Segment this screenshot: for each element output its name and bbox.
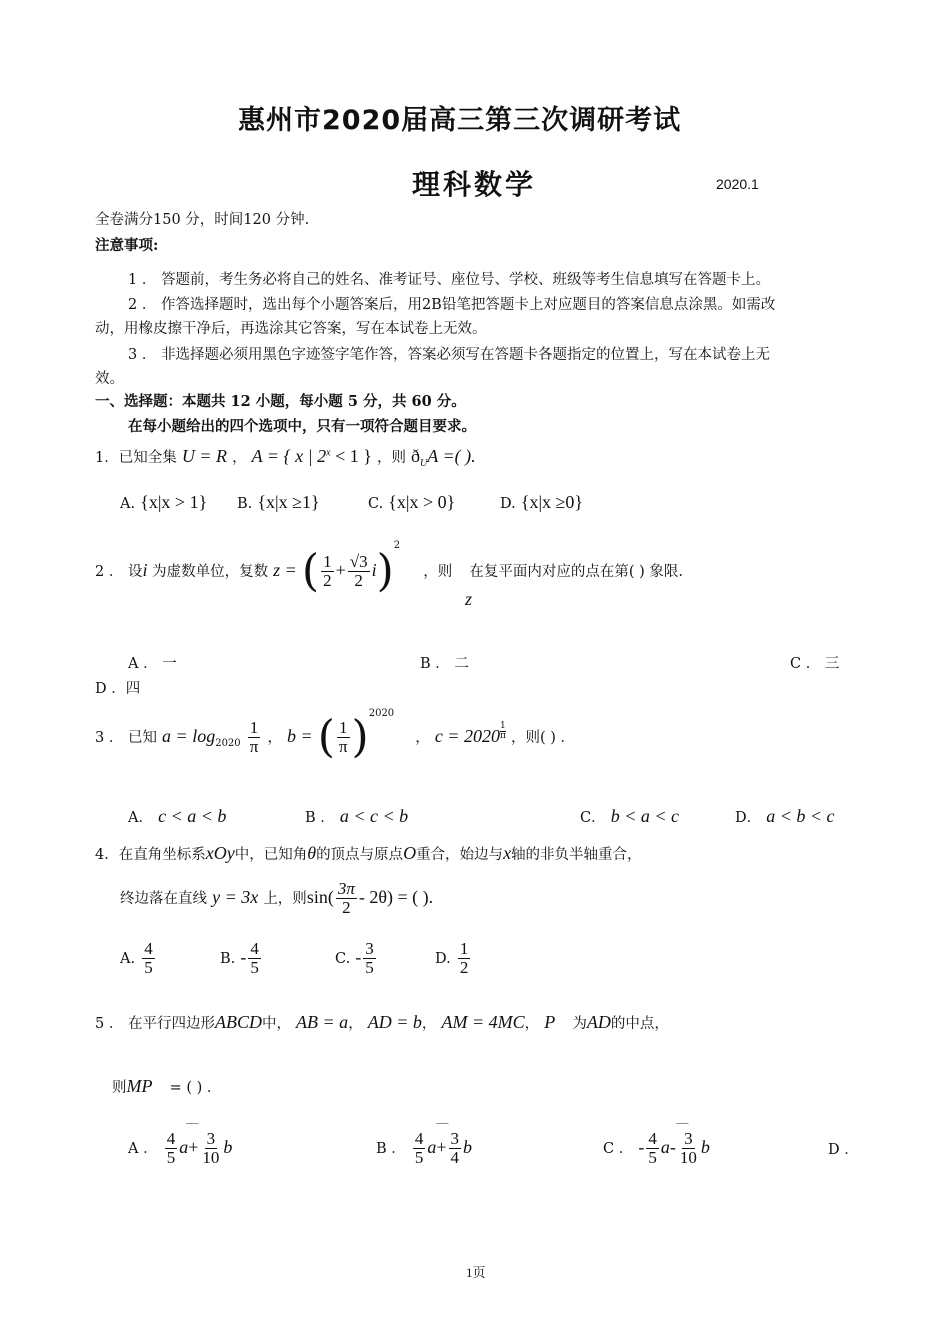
q5-opt-c-frac2: $\frac{3}{10}$ <box>679 1129 697 1167</box>
q4-line1-b: 中，已知角 <box>234 847 308 863</box>
q5-ad2: AD <box>586 1012 611 1032</box>
q2-prefix: 2 ． 设 <box>95 564 143 580</box>
q1-complement: ð <box>411 446 421 466</box>
q5-prefix: 5 ． 在平行四边形 <box>95 1016 215 1032</box>
q3-frac-b: $\frac{1}{\pi}$ <box>338 718 348 756</box>
q3-opt-d-label: D． <box>735 810 762 826</box>
q2-i2: i <box>371 560 377 580</box>
q1-option-b <box>237 492 320 513</box>
q3-sep2: ， <box>415 730 430 746</box>
note-1: 1 ． 答题前，考生务必将自己的姓名、准考证号、座位号、学校、班级等考生信息填写在答题卡上。 <box>128 272 770 288</box>
q5-opt-c-v2: b <box>700 1136 710 1157</box>
question-4 <box>95 843 642 864</box>
q3-option-d <box>735 806 835 827</box>
q1-universe: U = R <box>181 446 227 466</box>
q4-x: x <box>503 843 512 863</box>
question-2 <box>95 540 683 597</box>
q2-opt-c: C ． 三 <box>790 656 840 672</box>
q1-set-a: A = { x | 2 <box>251 446 327 466</box>
q1-then: ，则 <box>376 450 406 466</box>
question-3 <box>95 708 576 763</box>
q1-opt-d: {x|x ≥0} <box>520 492 584 512</box>
q5-opt-d-label: D ． <box>828 1142 859 1158</box>
q5-mid2: 为 <box>572 1016 587 1032</box>
q2-z: z <box>465 589 473 609</box>
q4-sin-a: sin( <box>306 886 334 907</box>
q1-option-c <box>368 492 455 513</box>
q4-theta: θ <box>307 843 317 863</box>
q4-opt-d-label: D. <box>435 950 451 967</box>
q4-line1-a: 4．在直角坐标系 <box>95 847 206 863</box>
q2-power: 2 <box>393 540 401 551</box>
exam-date: 2020.1 <box>716 176 759 192</box>
q3-opt-c-label: C． <box>580 810 606 826</box>
q5-option-c <box>603 1130 710 1167</box>
q5-opt-b-op: + <box>436 1136 447 1157</box>
question-5 <box>95 1012 669 1033</box>
q5-opt-b-frac1: $\frac{4}{5}$ <box>414 1129 424 1167</box>
q5-mp-end: = ( ) ． <box>169 1080 222 1096</box>
q1-opt-a: {x|x > 1} <box>140 492 208 512</box>
note-3a: 3 ． 非选择题必须用黑色字迹签字笔作答，答案必须写在答题卡各题指定的位置上，写在本试卷上无 <box>128 347 770 363</box>
q1-sep: ， <box>232 450 247 466</box>
q4-line-eq: y = 3x <box>212 886 259 907</box>
q5-opt-a-op: + <box>188 1136 199 1157</box>
q1-set-a-end: < 1 } <box>330 446 372 466</box>
q2-suffix: 在复平面内对应的点在第( ) 象限. <box>469 564 683 580</box>
q4-opt-c-frac: $\frac{3}{5}$ <box>365 939 374 977</box>
q4-line2-a: 终边落在直线 <box>120 890 207 907</box>
q5-sep1: ， <box>348 1016 363 1032</box>
q5-ad: AD = b <box>367 1012 422 1032</box>
q1-opt-b-label: B. <box>237 496 253 512</box>
q2-plus: + <box>335 560 346 580</box>
q3-b-eq: b = <box>287 726 313 746</box>
q4-line1-c: 的顶点与原点 <box>316 847 404 863</box>
q3-c-exp: $\frac{1}{\pi}$ <box>500 721 506 741</box>
q4-option-a <box>120 940 157 977</box>
q5-ab: AB = a <box>296 1012 349 1032</box>
q3-a-eq: a = log <box>162 726 216 746</box>
q4-line2-b: 上，则 <box>263 890 307 907</box>
q5-opt-a-frac2: $\frac{3}{10}$ <box>202 1129 220 1167</box>
question-5-line2 <box>112 1076 221 1097</box>
q4-opt-d-frac: $\frac{1}{2}$ <box>459 939 469 977</box>
q2-opt-d: D ．四 <box>95 681 141 697</box>
q5-opt-c-op: - <box>669 1136 676 1157</box>
q4-opt-c-label: C. <box>335 950 351 967</box>
q4-xoy: xOy <box>205 843 235 863</box>
q1-comp-sub: U <box>420 458 428 470</box>
vector-arrow-icon: ‾‾‾ <box>676 1122 687 1135</box>
q5-opt-c-sign: - <box>638 1136 645 1157</box>
q1-opt-d-label: D. <box>500 496 516 512</box>
q3-base: 2020 <box>215 738 241 750</box>
q5-option-b <box>376 1130 472 1167</box>
note-2a: 2 ． 作答选择题时，选出每个小题答案后，用2B铅笔把答题卡上对应题目的答案信息点涂黑。如需改 <box>128 297 776 313</box>
q5-opt-b-frac2: $\frac{3}{4}$ <box>450 1129 460 1167</box>
q1-prefix: 1．已知全集 <box>95 450 177 466</box>
note-3b: 效。 <box>95 371 124 387</box>
q2-opt-b: B ． 二 <box>420 656 469 672</box>
q3-c-eq: c = 2020 <box>434 726 500 746</box>
q5-option-a <box>128 1130 232 1167</box>
q3-opt-b-label: B ． <box>305 810 335 826</box>
q4-opt-b-label: B. <box>220 950 236 967</box>
q5-mid1: 中， <box>261 1016 291 1032</box>
q2-z-eq: z = <box>273 560 297 580</box>
q1-comp-end: A =( ). <box>427 446 476 466</box>
q3-paren-close: ) <box>351 711 369 763</box>
q5-opt-c-frac1: $\frac{4}{5}$ <box>648 1129 657 1167</box>
q5-opt-b-label: B ． <box>376 1140 406 1157</box>
section-heading: 一、选择题：本题共 12 小题，每小题 5 分，共 60 分。 <box>95 393 466 410</box>
q2-paren-close: ) <box>376 545 394 597</box>
q5-sep2: ， <box>421 1016 437 1032</box>
q4-sin-b: - 2θ) = ( ). <box>358 886 434 907</box>
q3-sep1: ， <box>267 730 282 746</box>
q3-option-c <box>580 806 679 827</box>
q4-option-b <box>220 940 263 977</box>
q4-opt-a-frac: $\frac{4}{5}$ <box>144 939 153 977</box>
q2-then: ，则 <box>423 564 453 580</box>
q5-opt-b-v2: b <box>463 1136 473 1157</box>
q3-opt-a: c < a < b <box>158 806 227 826</box>
q5-opt-b-v1: a <box>427 1136 437 1157</box>
q3-option-b <box>305 806 408 827</box>
q4-line1-e: 轴的非负半轴重合， <box>511 847 642 863</box>
q5-opt-a-label: A ． <box>128 1140 158 1157</box>
q5-mp: MP <box>126 1076 153 1096</box>
q3-opt-c: b < a < c <box>610 806 679 826</box>
q5-p: P <box>544 1012 556 1032</box>
q4-option-d <box>435 940 472 977</box>
q5-sep3: ， <box>524 1016 540 1032</box>
q1-opt-a-label: A. <box>120 496 136 512</box>
vector-arrow-icon: ‾‾‾ <box>186 1122 197 1135</box>
q3-paren-open: ( <box>317 711 335 763</box>
q5-opt-a-v1: a <box>179 1136 189 1157</box>
q3-opt-d: a < b < c <box>766 806 835 826</box>
q2-i: i <box>142 560 148 580</box>
q4-line1-d: 重合，始边与 <box>416 847 504 863</box>
q4-opt-b-frac: $\frac{4}{5}$ <box>250 939 259 977</box>
q5-am: AM = 4MC <box>441 1012 525 1032</box>
q1-options <box>120 492 207 513</box>
q3-frac-a: $\frac{1}{\pi}$ <box>249 718 259 756</box>
note-2b: 动，用橡皮擦干净后，再选涂其它答案，写在本试卷上无效。 <box>95 321 487 337</box>
q5-opt-a-v2: b <box>223 1136 233 1157</box>
notes-heading: 注意事项: <box>95 237 159 254</box>
q3-opt-a-label: A． <box>128 810 153 826</box>
q1-exp: x <box>326 447 331 459</box>
exam-subtitle: 理科数学 <box>412 168 537 201</box>
q3-option-a <box>128 806 226 827</box>
q4-option-c <box>335 940 378 977</box>
q5-suffix: 的中点， <box>610 1016 669 1032</box>
q3-prefix: 3 ． 已知 <box>95 730 157 746</box>
q4-o: O <box>403 843 417 863</box>
q5-abcd: ABCD <box>214 1012 262 1032</box>
q5-opt-c-label: C ． <box>603 1140 634 1157</box>
q2-paren-open: ( <box>301 545 320 597</box>
q3-b-exp: 2020 <box>368 708 395 719</box>
q2-frac-2: $\frac{√3}{2}$ <box>349 552 368 590</box>
question-1 <box>95 446 476 469</box>
q5-opt-c-v1: a <box>660 1136 670 1157</box>
section-instruction: 在每小题给出的四个选项中，只有一项符合题目要求。 <box>128 418 476 435</box>
page-number: 1页 <box>466 1265 486 1280</box>
q1-opt-c: {x|x > 0} <box>388 492 456 512</box>
q2-opt-a: A ． 一 <box>128 656 177 672</box>
q1-option-d <box>500 492 583 513</box>
q3-opt-b: a < c < b <box>339 806 409 826</box>
q4-opt-c-sign: - <box>355 946 362 967</box>
q4-frac: $\frac{3\pi}{2}$ <box>337 879 355 917</box>
q5-then: 则 <box>112 1080 127 1096</box>
exam-title: 惠州市2020届高三第三次调研考试 <box>238 105 682 136</box>
score-time: 全卷满分150 分，时间120 分钟. <box>95 212 310 228</box>
q4-opt-b-sign: - <box>240 946 247 967</box>
q2-frac-1: $\frac{1}{2}$ <box>323 552 332 590</box>
q5-opt-a-frac1: $\frac{4}{5}$ <box>166 1129 176 1167</box>
q1-opt-c-label: C. <box>368 496 384 512</box>
vector-arrow-icon: ‾‾‾ <box>436 1122 447 1135</box>
question-4-line2 <box>120 880 433 917</box>
q4-opt-a-label: A. <box>120 950 136 967</box>
q2-mid: 为虚数单位，复数 <box>147 564 269 580</box>
q3-then: ，则( ) ． <box>511 730 576 746</box>
q1-opt-b: {x|x ≥1} <box>257 492 320 512</box>
